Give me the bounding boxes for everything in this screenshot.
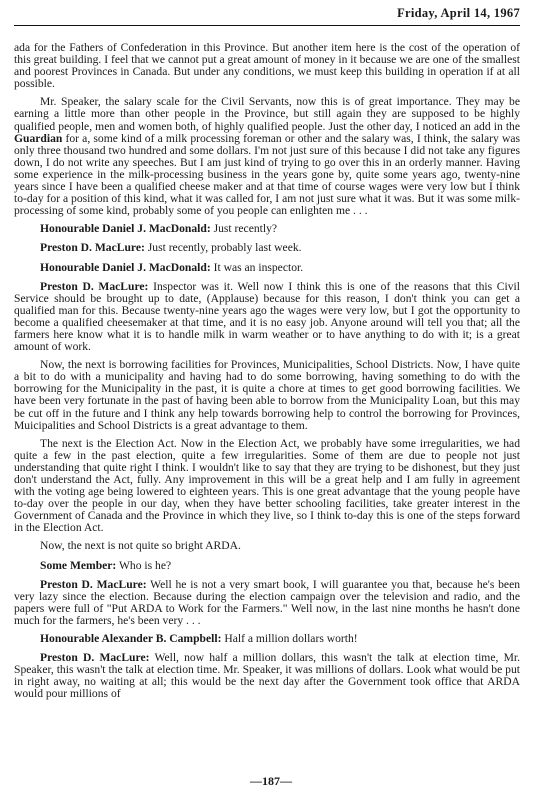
speaker-line (14, 560, 520, 572)
speaker-name: Honourable Alexander B. Campbell: (40, 632, 222, 646)
speaker-line (14, 223, 520, 235)
paragraph: The next is the Election Act. Now in the Election Act, we probably have some irregularities, we had quite a few in the past election, quite a few irregularities. Some of them are due to people not just understanding that quite right I think. I wouldn't like to say that they are trying to be dishonest, but they just don't understand the Act, fully. Any improvement in this will be a great help and I am fully in agreement with the voting age being lowered to eighteen years. This is one great advantage that the young people have to-day over the people in our day, when they have better schooling facilities, take greater interest in the Government of Canada and the Province in which they live, so I think to-day this is one of the steps forward in the Election Act. (14, 436, 520, 535)
speech-text: It was an inspector. (210, 260, 304, 274)
speech-text: Just recently, probably last week. (144, 241, 302, 255)
speaker-name: Some Member: (40, 558, 117, 572)
speaker-name: Honourable Daniel J. MacDonald: (40, 260, 211, 274)
speaker-line (14, 262, 520, 274)
page-number: —187— (250, 774, 292, 788)
speaker-line (14, 579, 520, 627)
speaker-line (14, 633, 520, 645)
speaker-name: Honourable Daniel J. MacDonald: (40, 222, 211, 236)
speaker-line (14, 652, 520, 700)
paragraph (14, 96, 520, 217)
header-rule (14, 25, 520, 26)
speech-text: Who is he? (116, 558, 172, 572)
paragraph-text: Mr. Speaker, the salary scale for the Civil Servants, now this is of great importance. They may be earning a little more than other people in the Province, but still again they are supposed to be highly qualified people, men and women both, of highly qualified people. Just the other day, I noticed an add in the (14, 95, 520, 133)
paragraph: Now, the next is borrowing facilities for Provinces, Municipalities, School Districts. Now, I have quite a bit to do with a municipality and having had to do some borrowing, having something to do with the borrowing for the Municipality in the past, it is quite a chore at times to get good borrowing facilities. We have been very fortunate in the past of having been able to borrow from the Municipality Loan, but this may be cut off in the future and I think any help towards borrowing help to control the borrowing for Provinces, Muicipalities and School Districts is a great advantage to them. (14, 358, 520, 432)
speaker-line (14, 242, 520, 254)
page-body (14, 42, 520, 707)
speaker-name: Preston D. MacLure: (40, 241, 145, 255)
speech-text: Inspector was it. Well now I think this is one of the reasons that this Civil Service should be brought up to date, (Applause) because for this reason, I don't think you can get a qualified man for this. Because twenty-nine years ago the wages were very low, but I got the opportunity to become a qualified cheesemaker at that time, and it is no easy job. Anyone around will tell you that; all the farmers here know what it is to handle milk in warm weather or to have anything to do with it; is a great amount of work. (14, 279, 520, 354)
speech-text: Just recently? (210, 222, 278, 236)
newspaper-name: Guardian (14, 131, 63, 145)
page-header-date: Friday, April 14, 1967 (397, 6, 520, 20)
speaker-name: Preston D. MacLure: (40, 577, 147, 591)
speech-text: Well, now half a million dollars, this wasn't the talk at election time, Mr. Speaker, this wasn't the talk at election time. Mr. Speaker, it was millions of dollars. Look what would be put in right away, no waiting at all; this would be the next day after the Government took office that ARDA would pour millions of (14, 651, 520, 701)
speech-text: Well he is not a very smart book, I will guarantee you that, because he's been very lazy since the election. Because during the election campaign over the television and radio, and the papers were full of "Put ARDA to Work for the Farmers." Well now, in the last nine months he hasn't done much for the farmers, he's been very . . . (14, 577, 521, 627)
paragraph: Now, the next is not quite so bright ARDA. (40, 539, 241, 553)
speaker-line (14, 281, 520, 354)
speaker-name: Preston D. MacLure: (40, 651, 150, 665)
paragraph: ada for the Fathers of Confederation in this Province. But another item here is the cost of the operation of this great building. I feel that we cannot put a great amount of money in it because we are one of the smallest and poorest Provinces in Canada. But under any conditions, we must keep this building in operation if at all possible. (14, 41, 520, 91)
paragraph-text: for a, some kind of a milk processing foreman or other and the salary was, I think, the salary was only three thousand two hundred and some dollars. I'm not just sure of this because I did not take any figures down, I do not write any speeches. But I am just kind of trying to go over this in an orderly manner. Having some experience in the milk-processing business in the years gone by, quite some years ago, twenty-nine years since I have been a qualified cheese maker and at that time of course wages were very low but I think to-day for a position of this kind, what it was called for, I am not just sure what it was. But it was some milk-processing of some kind, probably some of you people can enlighten me . . . (14, 131, 520, 218)
speaker-name: Preston D. MacLure: (40, 279, 149, 293)
speech-text: Half a million dollars worth! (221, 632, 358, 646)
